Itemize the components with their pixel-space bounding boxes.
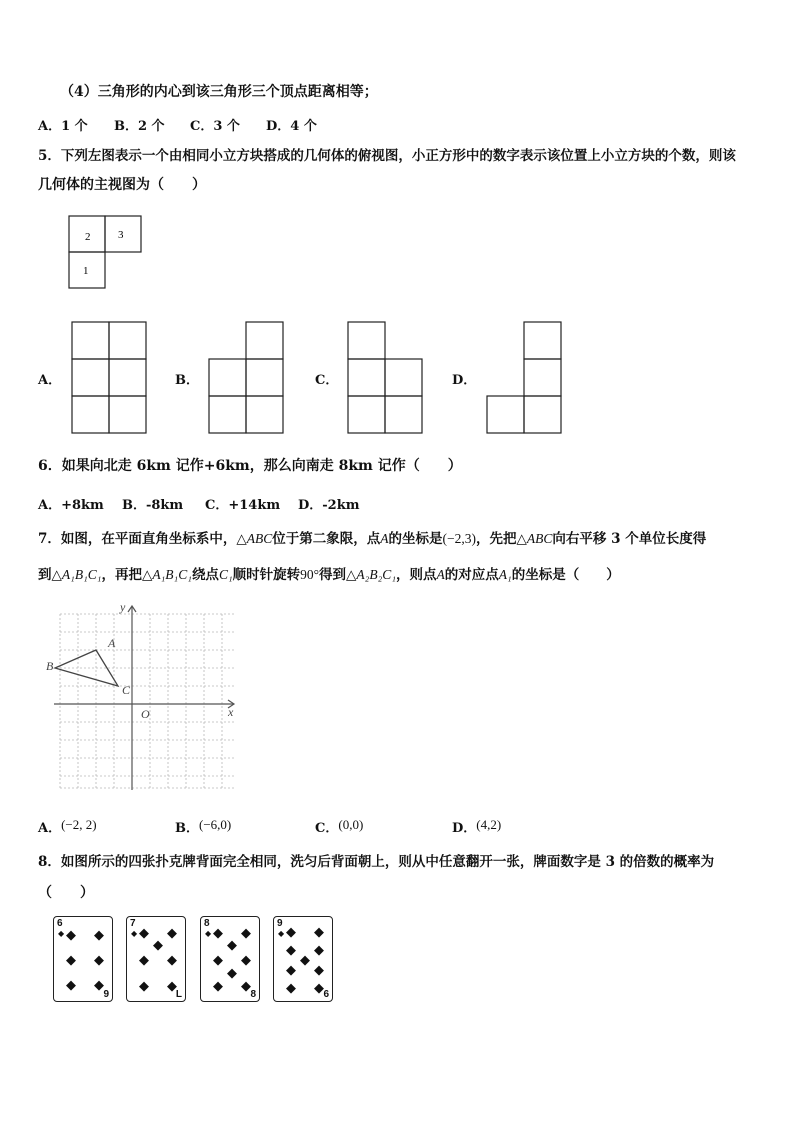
card-nine-top-number: 9: [277, 918, 283, 929]
card-six: [53, 916, 113, 1002]
coordinate-grid-figure: [46, 600, 242, 796]
q7-question-line2: 到△A₁B₁C₁，再把△A₁B₁C₁绕点C₁顺时针旋转90°得到△A₂B₂C₁，则点A的对应点A₁的坐标是（ ）: [38, 567, 620, 583]
corner-diamond-icon: ◆: [58, 929, 65, 938]
label-x: x: [228, 705, 234, 719]
diamond-icon: ◆: [300, 953, 310, 968]
diamond-icon: ◆: [314, 943, 324, 958]
q6-statement: 6．如果向北走 6km 记作+6km，那么向南走 8km 记作（ ）: [38, 458, 462, 474]
top-view-figure: [60, 210, 160, 294]
q7-option-b: B．(−6,0): [175, 817, 232, 836]
diamond-icon: ◆: [286, 981, 296, 996]
card-seven-top-number: 7: [130, 918, 136, 929]
q4-option-c: C．3 个: [190, 119, 240, 134]
q5-option-a-label: A．: [38, 373, 62, 388]
card-eight-top-number: 8: [204, 918, 210, 929]
diamond-icon: ◆: [241, 953, 251, 968]
diamond-icon: ◆: [286, 963, 296, 978]
q5-question-line2: 几何体的主视图为（ ）: [38, 177, 206, 193]
q7-option-a: A．(−2, 2): [38, 817, 97, 836]
diamond-icon: ◆: [167, 979, 177, 994]
diamond-icon: ◆: [213, 953, 223, 968]
diamond-icon: ◆: [167, 926, 177, 941]
q4-option-b: B．2 个: [114, 119, 165, 134]
top-view-cell-1: 1: [83, 265, 89, 277]
diamond-icon: ◆: [139, 979, 149, 994]
label-y: y: [120, 600, 126, 614]
card-seven-bottom-number: L: [175, 989, 182, 1000]
diamond-icon: ◆: [66, 953, 76, 968]
q8-question-line2: （ ）: [38, 885, 94, 901]
q6-option-b: B．-8km: [122, 498, 184, 513]
q5-option-d-label: D．: [452, 373, 477, 388]
q5-option-d-figure: [485, 320, 565, 436]
diamond-icon: ◆: [213, 979, 223, 994]
q7-option-c: C．(0,0): [315, 817, 364, 836]
playing-cards-figure: [53, 916, 338, 1006]
diamond-icon: ◆: [139, 953, 149, 968]
q6-option-a: A．+8km: [38, 498, 104, 513]
q8-question-line1: 8．如图所示的四张扑克牌背面完全相同，洗匀后背面朝上，则从中任意翻开一张，牌面数字是 3 的倍数的概率为: [38, 854, 715, 870]
diamond-icon: ◆: [286, 943, 296, 958]
diamond-icon: ◆: [94, 953, 104, 968]
card-six-top-number: 6: [57, 918, 63, 929]
card-seven: [126, 916, 186, 1002]
top-view-cell-3: 3: [118, 229, 124, 241]
diamond-icon: ◆: [227, 938, 237, 953]
diamond-icon: ◆: [227, 966, 237, 981]
diamond-icon: ◆: [167, 953, 177, 968]
q4-option-a: A．1 个: [38, 119, 88, 134]
diamond-icon: ◆: [314, 963, 324, 978]
diamond-icon: ◆: [286, 925, 296, 940]
q5-question-line1: 5．下列左图表示一个由相同小立方块搭成的几何体的俯视图，小正方形中的数字表示该位置上小立方块的个数，则该: [38, 148, 736, 164]
q6-option-c: C．+14km: [205, 498, 281, 513]
diamond-icon: ◆: [94, 978, 104, 993]
corner-diamond-icon: ◆: [131, 929, 138, 938]
diamond-icon: ◆: [241, 926, 251, 941]
diamond-icon: ◆: [241, 979, 251, 994]
diamond-icon: ◆: [66, 928, 76, 943]
label-b: B: [46, 659, 54, 673]
diamond-icon: ◆: [153, 938, 163, 953]
q5-option-a-figure: [70, 320, 150, 436]
q5-option-c-figure: [346, 320, 426, 436]
diamond-icon: ◆: [314, 925, 324, 940]
grid-lines: [60, 614, 234, 788]
card-eight: [200, 916, 260, 1002]
q7-option-d: D．(4,2): [452, 817, 502, 836]
top-view-cell-2: 2: [85, 231, 91, 243]
q7-question-line1: 7．如图，在平面直角坐标系中，△ABC位于第二象限，点A的坐标是(−2,3)，先把△ABC向右平移 3 个单位长度得: [38, 531, 707, 547]
card-nine: [273, 916, 333, 1002]
label-a: A: [108, 636, 116, 650]
diamond-icon: ◆: [213, 926, 223, 941]
q5-option-b-figure: [207, 320, 287, 436]
corner-diamond-icon: ◆: [278, 929, 285, 938]
diamond-icon: ◆: [66, 978, 76, 993]
diamond-icon: ◆: [139, 926, 149, 941]
q6-option-d: D．-2km: [298, 498, 360, 513]
card-nine-bottom-number: 6: [323, 989, 329, 1000]
card-eight-bottom-number: 8: [250, 989, 256, 1000]
q5-option-c-label: C．: [315, 373, 339, 388]
q5-option-b-label: B．: [175, 373, 199, 388]
label-origin: O: [141, 707, 150, 721]
label-c: C: [122, 683, 131, 697]
diamond-icon: ◆: [94, 928, 104, 943]
q4-statement: （4）三角形的内心到该三角形三个顶点距离相等；: [60, 84, 378, 100]
diamond-icon: ◆: [314, 981, 324, 996]
card-six-bottom-number: 9: [103, 989, 109, 1000]
corner-diamond-icon: ◆: [205, 929, 212, 938]
q4-option-d: D．4 个: [266, 119, 317, 134]
